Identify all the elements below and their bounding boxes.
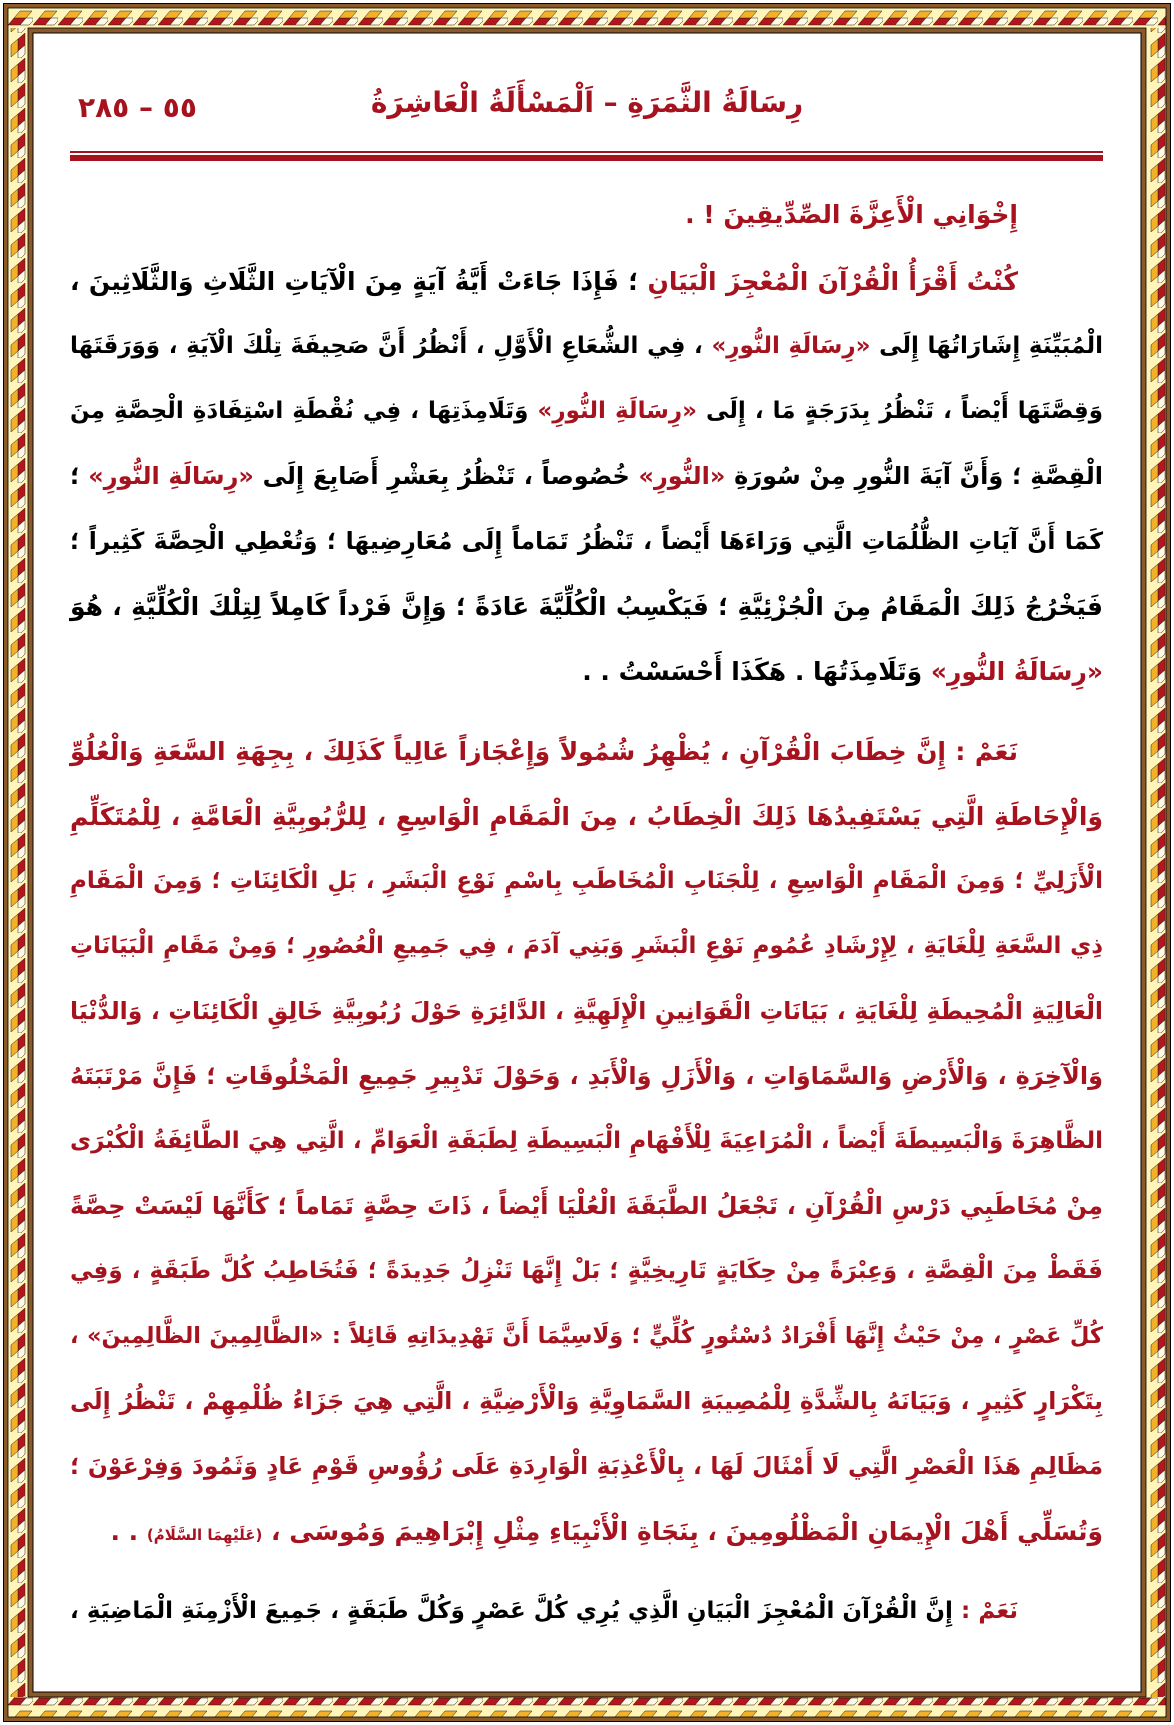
text-segment: الظَّاهِرَةَ وَالْبَسِيطَةَ أَيْضاً ، الْمُرَاعِيَةَ لِلْأَفْهَامِ الْبَسِيطَةِ لِطَبَقَةِ الْعَوَامِّ ، الَّتِي هِيَ الطَّائِفَةُ الْكُبْرَى bbox=[70, 1128, 1103, 1154]
paragraph-2-line-2 bbox=[70, 784, 1103, 849]
text-segment: ؛ فَإِذَا جَاءَتْ أَيَّةُ آيَةٍ مِنَ الْآيَاتِ الثَّلَاثِ وَالثَّلَاثِينَ ، bbox=[70, 267, 648, 296]
paragraph-2-line-5 bbox=[70, 979, 1103, 1044]
highlighted-phrase: «رِسَالَةِ النُّورِ» bbox=[537, 398, 697, 424]
text-segment: وَالْآخِرَةِ ، وَالْأَرْضِ وَالسَّمَاوَاتِ ، وَالْأَزَلِ وَالْأَبَدِ ، وَحَوْلَ تَدْبِيرِ جَمِيعِ الْمَخْلُوقَاتِ ؛ فَإِنَّ مَرْتَبَتَهُ bbox=[70, 1062, 1103, 1090]
paragraph-2-line-4 bbox=[70, 914, 1103, 979]
text-segment: مَظَالِمِ هَذَا الْعَصْرِ الَّتِي لَا أَمْثَالَ لَهَا ، بِالْأَعْذِبَةِ الْوَارِدَةِ عَلَى رُؤُوسِ قَوْمِ عَادٍ وَثَمُودَ وَفِرْعَوْنَ ؛ bbox=[70, 1452, 1103, 1480]
text-segment: وَتَلَامِذَتُهَا . هَكَذَا أَحْسَسْتُ . . bbox=[582, 657, 931, 686]
text-segment: وَتَلَامِذَتِهَا ، فِي نُقْطَةِ اسْتِفَادَةِ الْحِصَّةِ مِنَ bbox=[70, 398, 538, 424]
paragraph-1-line-4 bbox=[70, 444, 1103, 509]
text-segment: مِنْ مُخَاطَبِي دَرْسِ الْقُرْآنِ ، تَجْعَلُ الطَّبَقَةَ الْعُلْيَا أَيْضاً ، ذَاتَ حِصَّةٍ تَمَاماً ؛ كَأَنَّهَا لَيْسَتْ حِصَّةً bbox=[70, 1192, 1103, 1220]
highlighted-phrase: «رِسَالَةُ النُّورِ» bbox=[930, 657, 1103, 686]
text-segment: كُلِّ عَصْرٍ ، مِنْ حَيْثُ إِنَّهَا أَفْرَادُ دُسْتُورٍ كُلِّيٍّ ؛ وَلَاسِيَّمَا أَنَّ تَهْدِيدَاتِهِ قَائِلاً : «الظَّالِمِينَ الظَّالِمِينَ» ، bbox=[70, 1323, 1103, 1349]
salutation-text: إِخْوَانِي الْأَعِزَّةَ الصِّدِّيقِينَ ! . bbox=[685, 200, 1018, 229]
text-segment: الْعَالِيَةِ الْمُحِيطَةِ لِلْغَايَةِ ، بَيَانَاتِ الْقَوَانِينِ الْإِلَهِيَّةِ ، الدَّائِرَةِ حَوْلَ رُبُوبِيَّةِ خَالِقِ الْكَائِنَاتِ ، وَالدُّنْيَا bbox=[70, 997, 1103, 1025]
highlighted-phrase: «النُّورِ» bbox=[638, 462, 726, 490]
text-segment: إِنَّ الْقُرْآنَ الْمُعْجِزَ الْبَيَانِ الَّذِي يُرِي كُلَّ عَصْرٍ وَكُلَّ طَبَقَةٍ ، جَمِيعَ الْأَزْمِنَةِ الْمَاضِيَةِ ، bbox=[70, 1598, 962, 1624]
text-segment: وَقِصَّتَهَا أَيْضاً ، تَنْظُرُ بِدَرَجَةٍ مَا ، إِلَى bbox=[696, 398, 1103, 424]
text-segment: الْأَزَلِيِّ ؛ وَمِنَ الْمَقَامِ الْوَاسِعِ ، لِلْجَنَابِ الْمُخَاطَبِ بِاسْمِ نَوْعِ الْبَشَرِ ، بَلِ الْكَائِنَاتِ ؛ وَمِنَ الْمَقَامِ bbox=[70, 868, 1103, 894]
text-segment: فَيَخْرُجُ ذَلِكَ الْمَقَامُ مِنَ الْجُزْئِيَّةِ ؛ فَيَكْسِبُ الْكُلِّيَّةَ عَادَةً ؛ وَإِنَّ فَرْداً كَامِلاً لِتِلْكَ الْكُلِّيَّةِ ، هُوَ bbox=[70, 592, 1103, 621]
page-number: ٥٥ – ٢٨٥ bbox=[78, 91, 197, 124]
header-rule-thick bbox=[70, 155, 1103, 161]
paragraph-2-line-12 bbox=[70, 1434, 1103, 1499]
paragraph-1-line-3 bbox=[70, 379, 1103, 444]
paragraph-2-line-8 bbox=[70, 1174, 1103, 1239]
paragraph-1-line-1 bbox=[70, 249, 1103, 314]
highlighted-phrase: «رِسَالَةِ النُّورِ» bbox=[711, 333, 871, 359]
paragraph-2-line-9 bbox=[70, 1239, 1103, 1304]
honorific-glyph: (عَلَيْهِمَا السَّلَامُ) bbox=[146, 1526, 263, 1544]
highlighted-phrase: نَعَمْ : bbox=[961, 1598, 1018, 1624]
paragraph-2-line-7 bbox=[70, 1109, 1103, 1174]
paragraph-2-line-1 bbox=[70, 719, 1103, 784]
text-segment: ، فِي الشُّعَاعِ الْأَوَّلِ ، أَنْظُرُ أَنَّ صَحِيفَةَ تِلْكَ الْآيَةِ ، وَوَرَقَتَهَا bbox=[70, 333, 712, 359]
paragraph-2-line-3 bbox=[70, 849, 1103, 914]
text-segment: وَتُسَلِّي أَهْلَ الْإِيمَانِ الْمَظْلُومِينَ ، بِنَجَاةِ الْأَنْبِيَاءِ مِثْلِ إِبْرَاهِيمَ وَمُوسَى ، bbox=[262, 1517, 1103, 1546]
paragraph-1-line-2 bbox=[70, 314, 1103, 379]
page-title: رِسَالَةُ الثَّمَرَةِ – اَلْمَسْأَلَةُ الْعَاشِرَةُ bbox=[370, 86, 804, 119]
text-segment: وَالْإِحَاطَةِ الَّتِي يَسْتَفِيدُهَا ذَلِكَ الْخِطَابُ ، مِنَ الْمَقَامِ الْوَاسِعِ ، لِلرُّبُوبِيَّةِ الْعَامَّةِ ، لِلْمُتَكَلِّمِ bbox=[70, 802, 1103, 831]
paragraph-3-line-1 bbox=[70, 1579, 1103, 1644]
text-segment: الْقِصَّةِ ؛ وَأَنَّ آيَةَ النُّورِ مِنْ سُورَةِ bbox=[725, 462, 1103, 490]
text-segment: خُصُوصاً ، تَنْظُرُ بِعَشْرِ أَصَابِعَ إِلَى bbox=[253, 462, 639, 490]
paragraph-1-line-6 bbox=[70, 574, 1103, 639]
salutation-line bbox=[70, 182, 1103, 247]
header-rule-thin bbox=[70, 151, 1103, 153]
text-segment: . . bbox=[110, 1517, 147, 1546]
paragraph-1-line-5 bbox=[70, 509, 1103, 574]
paragraph-2-line-6 bbox=[70, 1044, 1103, 1109]
text-segment: ؛ bbox=[70, 462, 89, 490]
paragraph-2-line-10 bbox=[70, 1304, 1103, 1369]
text-segment: بِتَكْرَارٍ كَثِيرٍ ، وَبَيَانَهُ بِالشِّدَّةِ لِلْمُصِيبَةِ السَّمَاوِيَّةِ وَالْأَرْضِيَّةِ ، الَّتِي هِيَ جَزَاءُ ظُلْمِهِمْ ، تَنْظُرُ إِلَى bbox=[70, 1387, 1103, 1415]
text-segment: فَقَطْ مِنَ الْقِصَّةِ ، وَعِبْرَةً مِنْ حِكَايَةٍ تَارِيخِيَّةٍ ؛ بَلْ إِنَّهَا تَنْزِلُ جَدِيدَةً ؛ فَتُخَاطِبُ كُلَّ طَبَقَةٍ ، وَفِي bbox=[70, 1258, 1103, 1284]
text-segment: نَعَمْ : إِنَّ خِطَابَ الْقُرْآنِ ، يُظْهِرُ شُمُولاً وَإِعْجَازاً عَالِياً كَذَلِكَ ، بِجِهَةِ السَّعَةِ وَالْعُلُوِّ bbox=[70, 737, 1018, 766]
text-segment: الْمُبَيِّنَةِ إِشَارَاتُهَا إِلَى bbox=[870, 333, 1103, 359]
paragraph-2-line-13 bbox=[70, 1499, 1103, 1564]
page-body bbox=[70, 182, 1103, 1644]
highlighted-phrase: «رِسَالَةِ النُّورِ» bbox=[88, 462, 254, 490]
text-segment: ذِي السَّعَةِ لِلْغَايَةِ ، لِإِرْشَادِ عُمُومِ نَوْعِ الْبَشَرِ وَبَنِي آدَمَ ، فِي جَمِيعِ الْعُصُورِ ؛ وَمِنْ مَقَامِ الْبَيَانَاتِ bbox=[70, 933, 1103, 959]
highlighted-phrase: كُنْتُ أَقْرَأُ الْقُرْآنَ الْمُعْجِزَ الْبَيَانِ bbox=[647, 267, 1018, 296]
paragraph-1-line-7 bbox=[70, 639, 1103, 704]
text-segment: كَمَا أَنَّ آيَاتِ الظُّلُمَاتِ الَّتِي وَرَاءَهَا أَيْضاً ، تَنْظُرُ تَمَاماً إِلَى مُعَارِضِيهَا ؛ وَتُعْطِي الْحِصَّةَ كَثِيراً ؛ bbox=[70, 527, 1103, 555]
paragraph-2-line-11 bbox=[70, 1369, 1103, 1434]
